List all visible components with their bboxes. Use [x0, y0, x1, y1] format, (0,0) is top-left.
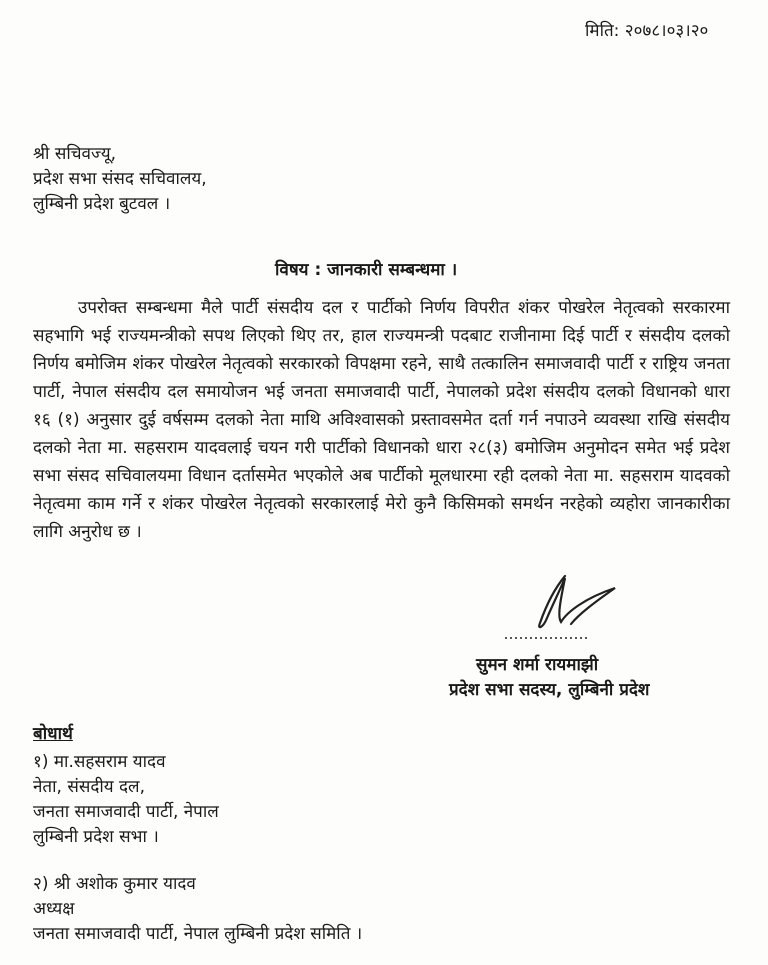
cc-heading: बोधार्थ	[33, 724, 73, 744]
letter-body: उपरोक्त सम्बन्धमा मैले पार्टी संसदीय दल र पार्टीको निर्णय विपरीत शंकर पोखरेल नेतृत्वको सरकारमा सहभागि भई राज्यमन्त्रीको सपथ लिएको थिए तर, हाल राज्यमन्त्री पदबाट राजीनामा दिई पार्टी र संसदीय दलको निर्णय बमोजिम शंकर पोखरेल नेतृत्वको सरकारको विपक्षमा रहने, साथै तत्कालिन समाजवादी पार्टी र राष्ट्रिय जनता पार्टी, नेपाल संसदीय दल समायोजन भई जनता समाजवादी पार्टी, नेपालको प्रदेश संसदीय दलको विधानको धारा १६ (१) अनुसार दुई वर्षसम्म दलको नेता माथि अविश्वासको प्रस्तावसमेत दर्ता गर्न नपाउने व्यवस्था राखि संसदीय दलको नेता मा. सहसराम यादवलाई चयन गरी पार्टीको विधानको धारा २८(३) बमोजिम अनुमोदन समेत भई प्रदेश सभा संसद सचिवालयमा विधान दर्तासमेत भएकोले अब पार्टीको मूलधारमा रही दलको नेता मा. सहसराम यादवको नेतृत्वमा काम गर्ने र शंकर पोखरेल नेतृत्वको सरकारलाई मेरो कुनै किसिमको समर्थन नरहेको व्यहोरा जानकारीका लागि अनुरोध छ ।	[33, 298, 730, 542]
cc-recipient-1-line-2: नेता, संसदीय दल,	[33, 777, 145, 797]
cc-recipient-1-line-4: लुम्बिनी प्रदेश सभा ।	[33, 827, 159, 847]
letter-subject: विषय : जानकारी सम्बन्धमा ।	[275, 260, 458, 280]
signer-title: प्रदेश सभा सदस्य, लुम्बिनी प्रदेश	[449, 680, 650, 700]
cc-recipient-2-line-1: २) श्री अशोक कुमार यादव	[33, 874, 196, 894]
signer-name: सुमन शर्मा रायमाझी	[476, 655, 599, 675]
recipient-line-3: लुम्बिनी प्रदेश बुटवल ।	[33, 194, 171, 214]
cc-recipient-1-line-3: जनता समाजवादी पार्टी, नेपाल	[33, 802, 219, 822]
recipient-line-1: श्री सचिवज्यू,	[33, 144, 116, 164]
cc-recipient-2-line-3: जनता समाजवादी पार्टी, नेपाल लुम्बिनी प्रदेश समिति ।	[33, 924, 363, 944]
cc-recipient-2-line-2: अध्यक्ष	[33, 899, 75, 919]
letter-date: मिति: २०७८।०३।२०	[585, 21, 709, 41]
recipient-line-2: प्रदेश सभा संसद सचिवालय,	[33, 169, 207, 189]
cc-recipient-1-line-1: १) मा.सहसराम यादव	[33, 752, 166, 772]
signature-image	[495, 568, 635, 648]
